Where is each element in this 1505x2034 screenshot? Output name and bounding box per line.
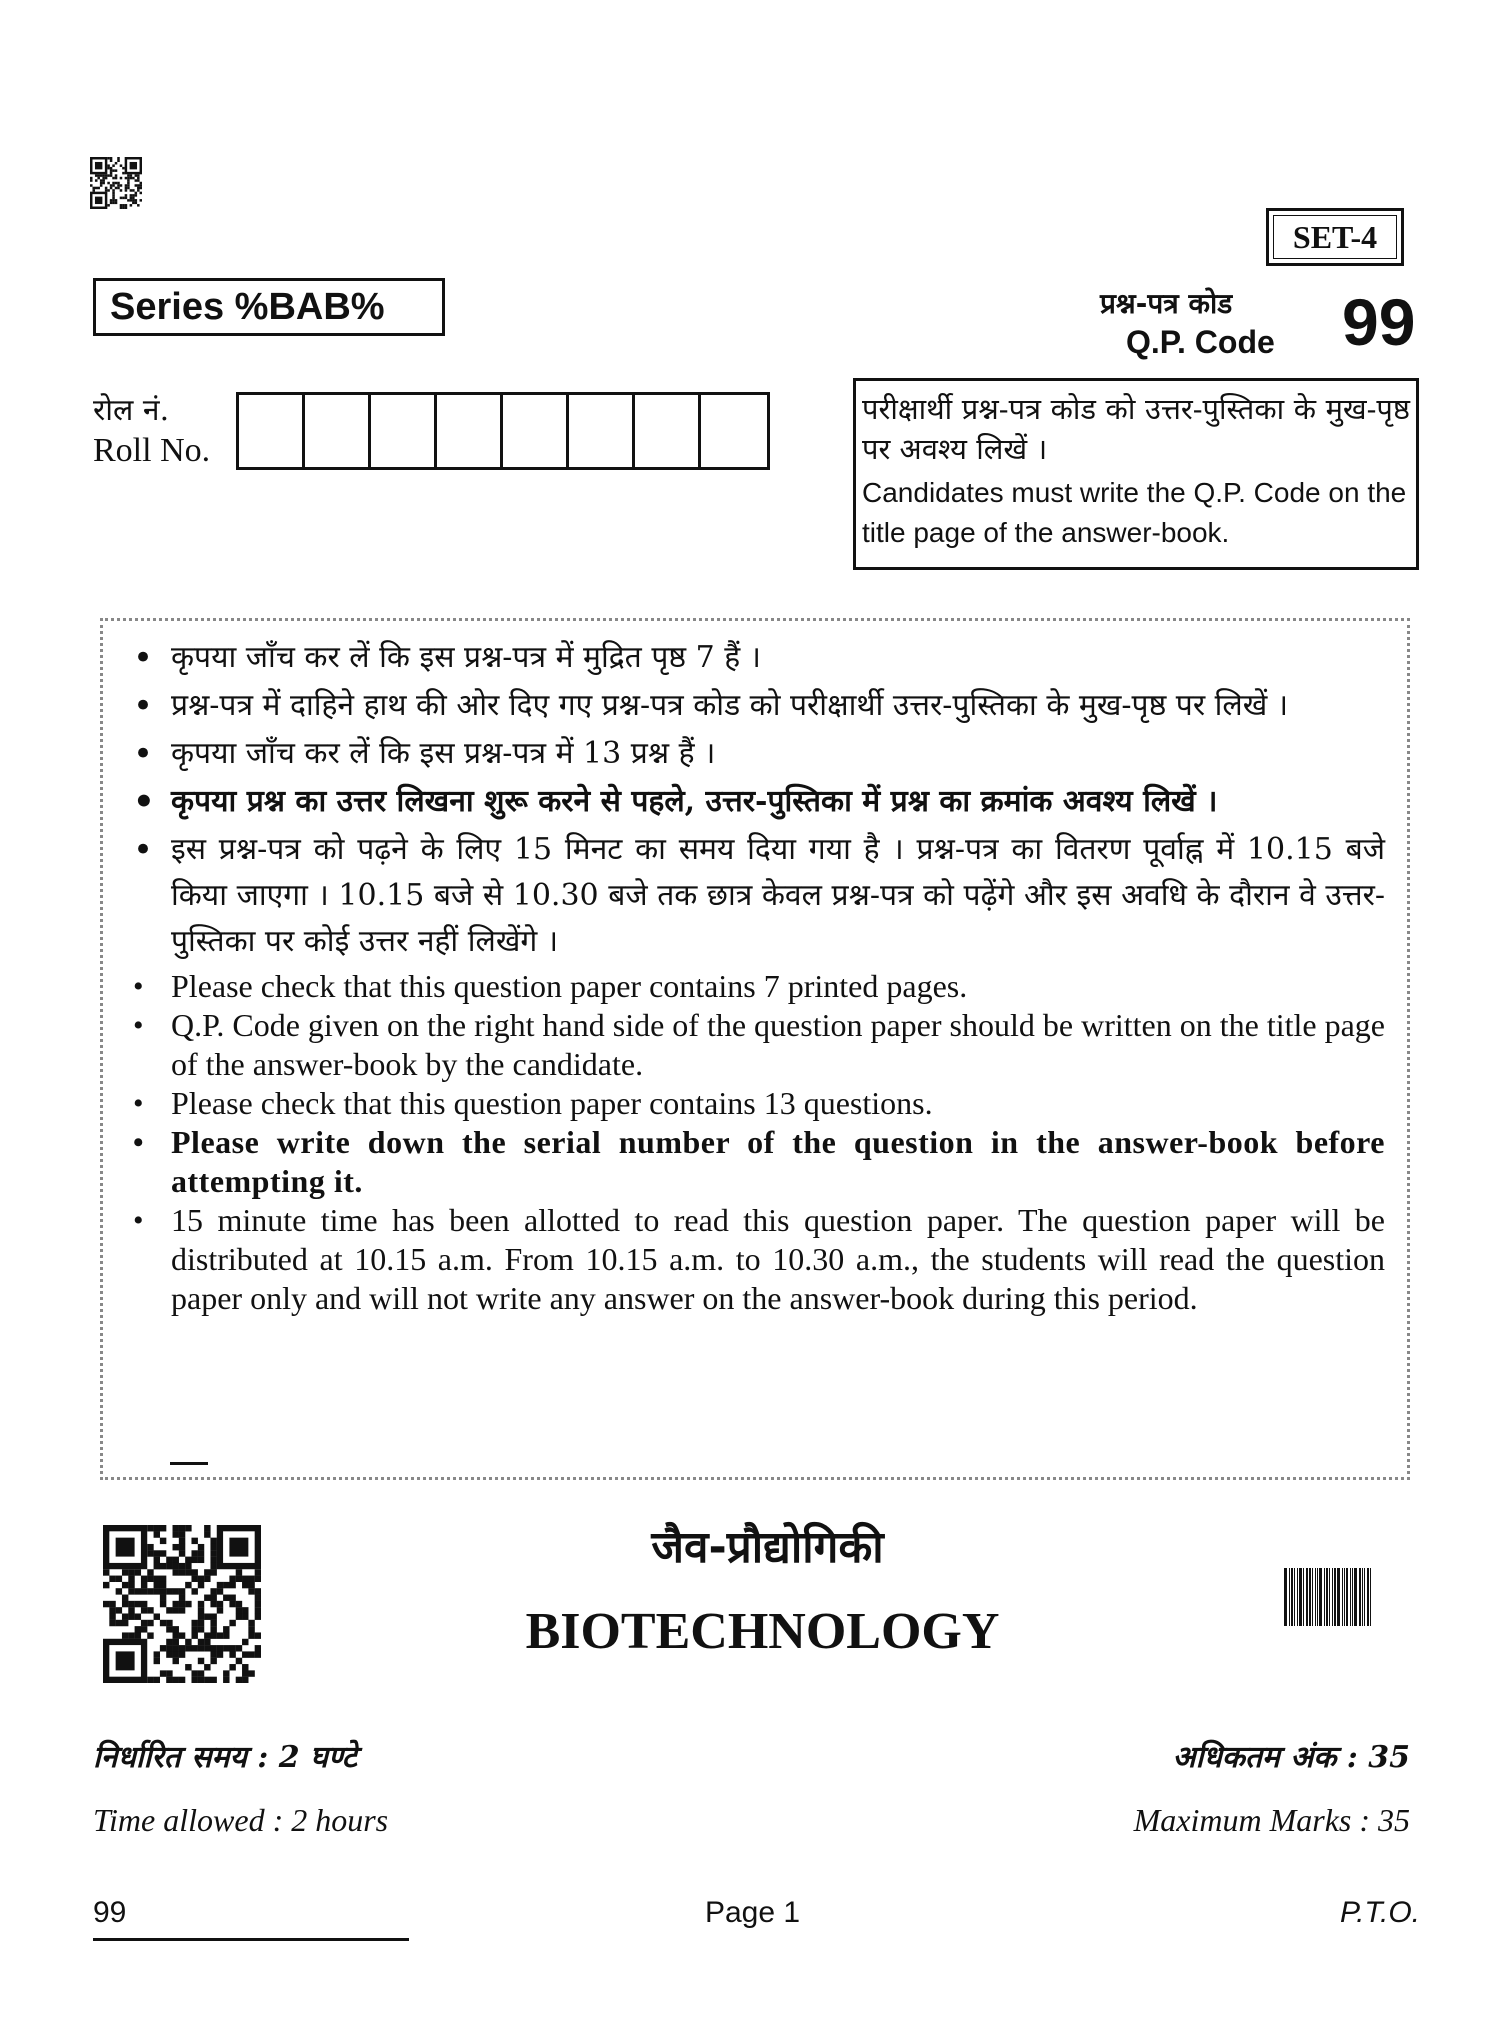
instructions-box: [100, 618, 1410, 1480]
barcode-bar: [1317, 1568, 1318, 1626]
barcode-bar: [1367, 1568, 1369, 1626]
roll-number-box[interactable]: [701, 395, 767, 467]
qp-code-label: Q.P. Code: [1126, 324, 1275, 360]
time-allowed-hindi: निर्धारित समय : 2 घण्टे: [93, 1740, 357, 1775]
barcode-bar: [1309, 1568, 1311, 1626]
instruction-hindi-5: • इस प्रश्न-पत्र को पढ़ने के लिए 15 मिनट का समय दिया गया है । प्रश्न-पत्र का वितरण पूर्वाह्न में 10.15 बजे किया जाएगा । 10.15 बजे से 10.30 बजे तक छात्र केवल प्रश्न-पत्र को पढ़ेंगे और इस अवधि के दौरान वे उत्तर-पुस्तिका पर कोई उत्तर नहीं लिखेंगे ।: [125, 827, 1385, 965]
barcode-bar: [1315, 1568, 1316, 1626]
instruction-hindi-3: • कृपया जाँच कर लें कि इस प्रश्न-पत्र में 13 प्रश्न हैं ।: [125, 731, 1385, 777]
series-label: Series %BAB%: [93, 278, 445, 336]
candidate-note-english: Candidates must write the Q.P. Code on the title page of the answer-book.: [862, 477, 1407, 548]
barcode-icon: [1284, 1568, 1408, 1626]
qr-code-small-icon: [90, 157, 142, 209]
barcode-bar: [1303, 1568, 1304, 1626]
barcode-bar: [1344, 1568, 1345, 1626]
candidate-note-hindi: परीक्षार्थी प्रश्न-पत्र कोड को उत्तर-पुस्तिका के मुख-पृष्ठ पर अवश्य लिखें ।: [862, 392, 1410, 466]
instruction-english-1: • Please check that this question paper contains 7 printed pages.: [125, 967, 1385, 1006]
footer-rule: [93, 1938, 409, 1941]
max-marks-hindi: अधिकतम अंक : 35: [1172, 1740, 1410, 1775]
barcode-bar: [1306, 1568, 1308, 1626]
barcode-bar: [1337, 1568, 1340, 1626]
barcode-bar: [1284, 1568, 1287, 1626]
barcode-bar: [1354, 1568, 1357, 1626]
barcode-bar: [1312, 1568, 1313, 1626]
instructions-list: [125, 635, 1385, 1318]
roll-number-box[interactable]: [239, 395, 305, 467]
barcode-bar: [1352, 1568, 1353, 1626]
barcode-bar: [1294, 1568, 1295, 1626]
barcode-bar: [1297, 1568, 1298, 1626]
max-marks: Maximum Marks : 35: [1133, 1802, 1410, 1838]
barcode-bar: [1359, 1568, 1361, 1626]
barcode-bar: [1332, 1568, 1333, 1626]
barcode-bar: [1324, 1568, 1325, 1626]
instruction-english-3: • Please check that this question paper contains 13 questions.: [125, 1084, 1385, 1123]
barcode-bar: [1346, 1568, 1348, 1626]
instruction-english-2: • Q.P. Code given on the right hand side of the question paper should be written on the title page of the answer-book by the candidate.: [125, 1006, 1385, 1084]
footer-qp-code: 99: [93, 1896, 127, 1929]
barcode-bar: [1342, 1568, 1343, 1626]
roll-label: Roll No.: [93, 432, 211, 469]
roll-number-boxes[interactable]: [236, 392, 770, 470]
instruction-english-5: • 15 minute time has been allotted to read this question paper. The question paper will be distributed at 10.15 a.m. From 10.15 a.m. to 10.30 a.m., the students will read the question paper only and will not write any answer on the answer-book during this period.: [125, 1201, 1385, 1318]
instruction-hindi-4: • कृपया प्रश्न का उत्तर लिखना शुरू करने से पहले, उत्तर-पुस्तिका में प्रश्न का क्रमांक अवश्य लिखें ।: [125, 779, 1385, 825]
barcode-bar: [1364, 1568, 1365, 1626]
candidate-note-box: [853, 378, 1419, 570]
set-badge: [1266, 208, 1404, 266]
instruction-hindi-2: • प्रश्न-पत्र में दाहिने हाथ की ओर दिए गए प्रश्न-पत्र कोड को परीक्षार्थी उत्तर-पुस्तिका के मुख-पृष्ठ पर लिखें ।: [125, 683, 1385, 729]
barcode-bar: [1291, 1568, 1293, 1626]
roll-label-hindi: रोल नं.: [93, 393, 170, 428]
instruction-hindi-1: • कृपया जाँच कर लें कि इस प्रश्न-पत्र में मुद्रित पृष्ठ 7 हैं ।: [125, 635, 1385, 681]
roll-number-box[interactable]: [305, 395, 371, 467]
roll-number-box[interactable]: [371, 395, 437, 467]
roll-number-box[interactable]: [569, 395, 635, 467]
barcode-bar: [1350, 1568, 1351, 1626]
roll-number-box[interactable]: [503, 395, 569, 467]
time-allowed: Time allowed : 2 hours: [93, 1802, 389, 1838]
qp-code-label-hindi: प्रश्न-पत्र कोड: [1100, 287, 1233, 320]
set-label: SET-4: [1273, 215, 1397, 259]
barcode-bar: [1370, 1568, 1371, 1626]
page-number: Page 1: [704, 1896, 801, 1929]
barcode-bar: [1334, 1568, 1336, 1626]
barcode-bar: [1299, 1568, 1302, 1626]
barcode-bar: [1289, 1568, 1290, 1626]
subject-title: BIOTECHNOLOGY: [525, 1603, 1000, 1660]
pto-label: P.T.O.: [1339, 1896, 1420, 1929]
barcode-bar: [1319, 1568, 1322, 1626]
instruction-english-4: • Please write down the serial number of the question in the answer-book before attempting it.: [125, 1123, 1385, 1201]
roll-number-box[interactable]: [635, 395, 701, 467]
barcode-bar: [1326, 1568, 1328, 1626]
barcode-bar: [1329, 1568, 1330, 1626]
divider: [170, 1462, 208, 1465]
qp-code-value: 99: [1342, 285, 1416, 359]
roll-number-box[interactable]: [437, 395, 503, 467]
barcode-bar: [1362, 1568, 1363, 1626]
subject-title-hindi: जैव-प्रौद्योगिकी: [651, 1522, 884, 1573]
